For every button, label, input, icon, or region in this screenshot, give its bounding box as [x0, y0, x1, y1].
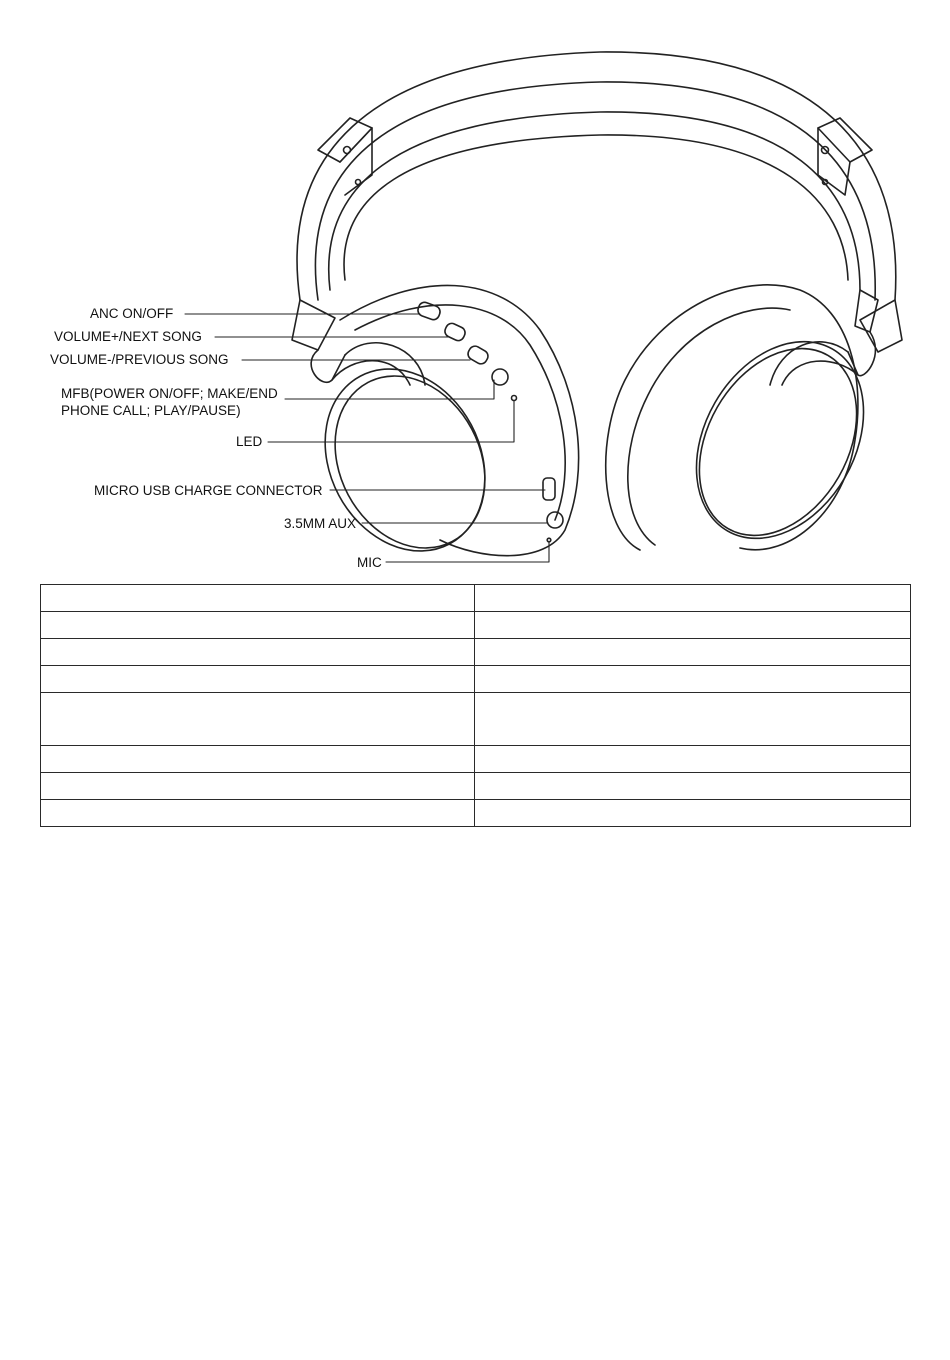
- table-cell: [475, 639, 911, 666]
- table-cell: [41, 800, 475, 827]
- callout-usb: MICRO USB CHARGE CONNECTOR: [94, 483, 323, 498]
- table-cell: [41, 612, 475, 639]
- table-cell: [41, 746, 475, 773]
- right-ear-cup: [606, 285, 898, 569]
- table-row: [41, 585, 911, 612]
- headphones-diagram: [0, 0, 950, 580]
- spec-table: [40, 584, 911, 827]
- table-row: [41, 612, 911, 639]
- callout-volume-down: VOLUME-/PREVIOUS SONG: [50, 352, 229, 367]
- right-yoke: [770, 332, 875, 385]
- table-row: [41, 773, 911, 800]
- table-cell: [41, 693, 475, 746]
- callout-aux: 3.5MM AUX: [284, 516, 357, 531]
- table-row: [41, 666, 911, 693]
- table-cell: [475, 693, 911, 746]
- table-cell: [475, 773, 911, 800]
- callout-mfb-line2: PHONE CALL; PLAY/PAUSE): [61, 403, 241, 418]
- callout-anc: ANC ON/OFF: [90, 306, 174, 321]
- table-cell: [475, 746, 911, 773]
- table-cell: [475, 666, 911, 693]
- table-cell: [41, 666, 475, 693]
- left-yoke: [311, 343, 425, 385]
- table-cell: [475, 585, 911, 612]
- callout-volume-up: VOLUME+/NEXT SONG: [54, 329, 202, 344]
- table-row: [41, 746, 911, 773]
- table-row: [41, 800, 911, 827]
- table-row: [41, 693, 911, 746]
- table-row: [41, 639, 911, 666]
- table-cell: [41, 773, 475, 800]
- table-cell: [41, 639, 475, 666]
- headband: [292, 52, 902, 352]
- table-cell: [475, 800, 911, 827]
- table-cell: [41, 585, 475, 612]
- table-cell: [475, 612, 911, 639]
- callout-led: LED: [236, 434, 263, 449]
- left-ear-cup: [294, 285, 578, 579]
- callout-mic: MIC: [357, 555, 382, 570]
- callout-mfb-line1: MFB(POWER ON/OFF; MAKE/END: [61, 386, 278, 401]
